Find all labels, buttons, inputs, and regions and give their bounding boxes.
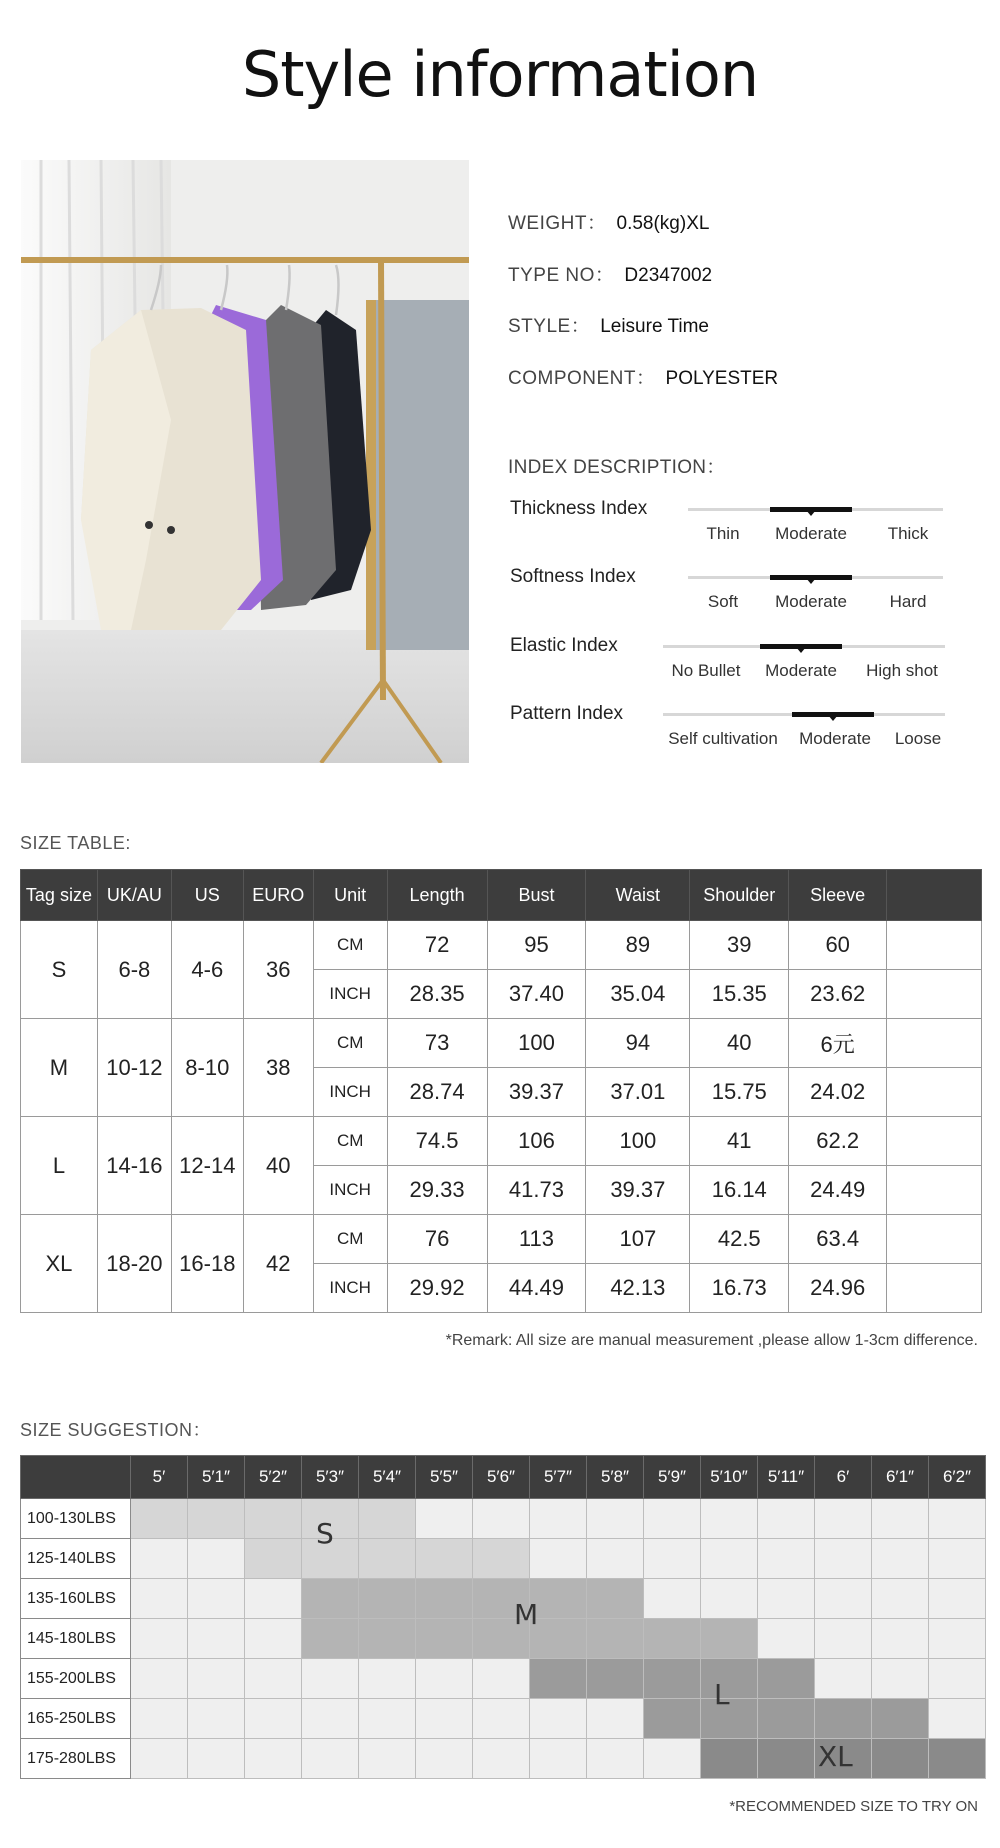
bust-cell: 100 [487, 1019, 586, 1068]
suggestion-cell [929, 1659, 986, 1699]
suggestion-cell [473, 1659, 530, 1699]
size-remark: *Remark: All size are manual measurement ,please allow 1-3cm difference. [445, 1332, 978, 1349]
length-cell: 28.74 [387, 1068, 487, 1117]
height-header: 5′6″ [473, 1456, 530, 1499]
sleeve-cell: 63.4 [789, 1215, 887, 1264]
suggestion-cell [359, 1499, 416, 1539]
suggestion-cell [530, 1699, 587, 1739]
suggestion-cell [644, 1739, 701, 1779]
suggestion-cell [929, 1619, 986, 1659]
index-marker [828, 715, 838, 721]
header-corner [21, 1456, 131, 1499]
tag-size-cell: XL [21, 1215, 98, 1313]
table-row [21, 1117, 982, 1166]
suggestion-cell [530, 1539, 587, 1579]
shoulder-cell: 42.5 [690, 1215, 789, 1264]
suggestion-cell [758, 1739, 815, 1779]
suggestion-cell [872, 1579, 929, 1619]
suggestion-cell [701, 1619, 758, 1659]
suggestion-cell [416, 1499, 473, 1539]
suggestion-cell [587, 1619, 644, 1659]
suggestion-cell [473, 1499, 530, 1539]
weight-label: 145-180LBS [21, 1619, 131, 1659]
suggestion-cell [131, 1739, 188, 1779]
suggestion-cell [872, 1659, 929, 1699]
table-row [21, 1539, 986, 1579]
empty-cell [887, 1019, 982, 1068]
product-photo [21, 160, 469, 763]
suggestion-cell [587, 1739, 644, 1779]
waist-cell: 42.13 [586, 1264, 690, 1313]
empty-cell [887, 921, 982, 970]
sleeve-cell: 24.02 [789, 1068, 887, 1117]
suggestion-cell [644, 1499, 701, 1539]
zone-label-l: L [714, 1678, 730, 1711]
suggestion-cell [473, 1539, 530, 1579]
height-header: 5′10″ [701, 1456, 758, 1499]
height-header: 5′8″ [587, 1456, 644, 1499]
suggestion-cell [815, 1699, 872, 1739]
thickness-index: Thickness Index Thin Moderate Thick [508, 498, 948, 558]
recommend-note: *RECOMMENDED SIZE TO TRY ON [729, 1798, 978, 1815]
height-header: 6′1″ [872, 1456, 929, 1499]
size-table-header [21, 870, 982, 921]
bust-cell: 39.37 [487, 1068, 586, 1117]
bust-cell: 113 [487, 1215, 586, 1264]
bust-cell: 106 [487, 1117, 586, 1166]
suggestion-cell [815, 1499, 872, 1539]
suggestion-cell [188, 1499, 245, 1539]
suggestion-cell [758, 1539, 815, 1579]
suggestion-cell [416, 1619, 473, 1659]
suggestion-cell [302, 1699, 359, 1739]
table-row [21, 1659, 986, 1699]
height-header: 5′11″ [758, 1456, 815, 1499]
suggestion-cell [644, 1619, 701, 1659]
suggestion-cell [929, 1579, 986, 1619]
height-header: 5′1″ [188, 1456, 245, 1499]
table-row [21, 1499, 986, 1539]
weight-label: 125-140LBS [21, 1539, 131, 1579]
suggestion-cell [872, 1499, 929, 1539]
info-weight: WEIGHT： 0.58(kg)XL [508, 213, 710, 234]
suggestion-cell [359, 1619, 416, 1659]
suggestion-cell [758, 1579, 815, 1619]
suggestion-cell [701, 1739, 758, 1779]
uk-au-cell: 18-20 [97, 1215, 171, 1313]
waist-cell: 100 [586, 1117, 690, 1166]
zone-label-m: M [514, 1598, 539, 1631]
suggestion-cell [416, 1659, 473, 1699]
weight-label: 175-280LBS [21, 1739, 131, 1779]
unit-cell: INCH [313, 1264, 387, 1313]
euro-cell: 38 [243, 1019, 313, 1117]
weight-label: 155-200LBS [21, 1659, 131, 1699]
suggestion-cell [245, 1579, 302, 1619]
suggestion-cell [530, 1739, 587, 1779]
header-shoulder: Shoulder [690, 870, 789, 921]
suggestion-cell [587, 1539, 644, 1579]
suggestion-cell [359, 1699, 416, 1739]
suggestion-cell [245, 1739, 302, 1779]
suggestion-cell [815, 1659, 872, 1699]
zone-label-s: S [316, 1517, 334, 1550]
suggestion-cell [131, 1539, 188, 1579]
euro-cell: 36 [243, 921, 313, 1019]
suggestion-cell [872, 1619, 929, 1659]
bust-cell: 44.49 [487, 1264, 586, 1313]
height-header: 5′5″ [416, 1456, 473, 1499]
index-description-heading: INDEX DESCRIPTION： [508, 457, 726, 478]
suggestion-cell [872, 1539, 929, 1579]
sleeve-cell: 62.2 [789, 1117, 887, 1166]
suggestion-cell [644, 1699, 701, 1739]
suggestion-cell [644, 1659, 701, 1699]
length-cell: 76 [387, 1215, 487, 1264]
height-header: 6′2″ [929, 1456, 986, 1499]
info-type-no: TYPE NO： D2347002 [508, 265, 713, 286]
bust-cell: 41.73 [487, 1166, 586, 1215]
header-tag-size: Tag size [21, 870, 98, 921]
pattern-index: Pattern Index Self cultivation Moderate Loose [508, 703, 948, 763]
size-table [20, 869, 982, 1313]
weight-label: 135-160LBS [21, 1579, 131, 1619]
size-suggestion-header [21, 1456, 986, 1499]
length-cell: 29.92 [387, 1264, 487, 1313]
softness-index: Softness Index Soft Moderate Hard [508, 566, 948, 626]
sleeve-cell: 24.96 [789, 1264, 887, 1313]
shoulder-cell: 40 [690, 1019, 789, 1068]
length-cell: 72 [387, 921, 487, 970]
suggestion-cell [758, 1619, 815, 1659]
table-row [21, 921, 982, 970]
suggestion-cell [416, 1539, 473, 1579]
header-length: Length [387, 870, 487, 921]
unit-cell: CM [313, 1019, 387, 1068]
elastic-index: Elastic Index No Bullet Moderate High shot [508, 635, 948, 695]
suggestion-cell [815, 1619, 872, 1659]
shoulder-cell: 16.73 [690, 1264, 789, 1313]
suggestion-cell [416, 1579, 473, 1619]
suggestion-cell [302, 1739, 359, 1779]
us-cell: 16-18 [171, 1215, 243, 1313]
suggestion-cell [359, 1739, 416, 1779]
suggestion-cell [302, 1619, 359, 1659]
zone-label-xl: XL [818, 1740, 853, 1773]
suggestion-cell [188, 1579, 245, 1619]
unit-cell: CM [313, 1215, 387, 1264]
suggestion-cell [359, 1659, 416, 1699]
table-row [21, 1579, 986, 1619]
suggestion-cell [245, 1499, 302, 1539]
empty-cell [887, 1264, 982, 1313]
empty-cell [887, 1068, 982, 1117]
shoulder-cell: 15.75 [690, 1068, 789, 1117]
unit-cell: INCH [313, 1068, 387, 1117]
uk-au-cell: 6-8 [97, 921, 171, 1019]
suggestion-cell [302, 1579, 359, 1619]
shoulder-cell: 39 [690, 921, 789, 970]
suggestion-cell [758, 1659, 815, 1699]
header-waist: Waist [586, 870, 690, 921]
height-header: 5′3″ [302, 1456, 359, 1499]
suggestion-cell [758, 1499, 815, 1539]
waist-cell: 89 [586, 921, 690, 970]
euro-cell: 40 [243, 1117, 313, 1215]
suggestion-cell [473, 1699, 530, 1739]
sleeve-cell: 23.62 [789, 970, 887, 1019]
length-cell: 29.33 [387, 1166, 487, 1215]
suggestion-cell [302, 1659, 359, 1699]
tag-size-cell: M [21, 1019, 98, 1117]
suggestion-cell [245, 1699, 302, 1739]
sleeve-cell: 60 [789, 921, 887, 970]
header-bust: Bust [487, 870, 586, 921]
unit-cell: CM [313, 921, 387, 970]
info-style: STYLE： Leisure Time [508, 316, 709, 337]
suggestion-cell [644, 1579, 701, 1619]
weight-label: 165-250LBS [21, 1699, 131, 1739]
suggestion-cell [701, 1499, 758, 1539]
suggestion-cell [416, 1699, 473, 1739]
suggestion-cell [245, 1539, 302, 1579]
size-suggestion-label: SIZE SUGGESTION： [20, 1420, 212, 1440]
suggestion-cell [359, 1539, 416, 1579]
suggestion-cell [188, 1699, 245, 1739]
size-suggestion-table [20, 1455, 986, 1779]
suggestion-cell [188, 1739, 245, 1779]
suggestion-cell [131, 1499, 188, 1539]
uk-au-cell: 14-16 [97, 1117, 171, 1215]
suggestion-cell [872, 1699, 929, 1739]
header-us: US [171, 870, 243, 921]
empty-cell [887, 1166, 982, 1215]
header-empty [887, 870, 982, 921]
index-marker [806, 578, 816, 584]
size-table-label: SIZE TABLE: [20, 833, 131, 853]
suggestion-cell [929, 1739, 986, 1779]
uk-au-cell: 10-12 [97, 1019, 171, 1117]
waist-cell: 94 [586, 1019, 690, 1068]
table-row [21, 1619, 986, 1659]
suggestion-cell [530, 1659, 587, 1699]
suggestion-cell [587, 1699, 644, 1739]
sleeve-cell: 24.49 [789, 1166, 887, 1215]
shoulder-cell: 16.14 [690, 1166, 789, 1215]
header-euro: EURO [243, 870, 313, 921]
suggestion-cell [188, 1619, 245, 1659]
suggestion-cell [245, 1659, 302, 1699]
height-header: 6′ [815, 1456, 872, 1499]
shoulder-cell: 41 [690, 1117, 789, 1166]
shoulder-cell: 15.35 [690, 970, 789, 1019]
suggestion-cell [815, 1579, 872, 1619]
index-marker [796, 647, 806, 653]
suggestion-cell [473, 1739, 530, 1779]
height-header: 5′2″ [245, 1456, 302, 1499]
weight-label: 100-130LBS [21, 1499, 131, 1539]
suggestion-cell [416, 1739, 473, 1779]
table-row [21, 1215, 982, 1264]
height-header: 5′7″ [530, 1456, 587, 1499]
unit-cell: INCH [313, 970, 387, 1019]
waist-cell: 39.37 [586, 1166, 690, 1215]
suggestion-cell [758, 1699, 815, 1739]
length-cell: 28.35 [387, 970, 487, 1019]
unit-cell: INCH [313, 1166, 387, 1215]
tag-size-cell: S [21, 921, 98, 1019]
suggestion-cell [245, 1619, 302, 1659]
waist-cell: 37.01 [586, 1068, 690, 1117]
suggestion-cell [359, 1579, 416, 1619]
us-cell: 8-10 [171, 1019, 243, 1117]
waist-cell: 35.04 [586, 970, 690, 1019]
suggestion-cell [929, 1539, 986, 1579]
header-unit: Unit [313, 870, 387, 921]
suggestion-cell [815, 1539, 872, 1579]
suggestion-cell [131, 1619, 188, 1659]
table-row [21, 1699, 986, 1739]
suggestion-cell [188, 1659, 245, 1699]
unit-cell: CM [313, 1117, 387, 1166]
waist-cell: 107 [586, 1215, 690, 1264]
header-uk-au: UK/AU [97, 870, 171, 921]
suggestion-cell [188, 1539, 245, 1579]
suggestion-cell [644, 1539, 701, 1579]
euro-cell: 42 [243, 1215, 313, 1313]
sleeve-cell: 6元 [789, 1019, 887, 1068]
tag-size-cell: L [21, 1117, 98, 1215]
info-component: COMPONENT： POLYESTER [508, 368, 779, 389]
suggestion-cell [587, 1499, 644, 1539]
index-marker [806, 510, 816, 516]
length-cell: 73 [387, 1019, 487, 1068]
us-cell: 12-14 [171, 1117, 243, 1215]
table-row [21, 1019, 982, 1068]
height-header: 5′ [131, 1456, 188, 1499]
suggestion-cell [701, 1539, 758, 1579]
header-sleeve: Sleeve [789, 870, 887, 921]
suggestion-cell [587, 1659, 644, 1699]
suggestion-cell [131, 1659, 188, 1699]
suggestion-cell [701, 1579, 758, 1619]
bust-cell: 37.40 [487, 970, 586, 1019]
bust-cell: 95 [487, 921, 586, 970]
empty-cell [887, 1215, 982, 1264]
us-cell: 4-6 [171, 921, 243, 1019]
height-header: 5′4″ [359, 1456, 416, 1499]
length-cell: 74.5 [387, 1117, 487, 1166]
suggestion-cell [131, 1699, 188, 1739]
suggestion-cell [872, 1739, 929, 1779]
suggestion-cell [929, 1499, 986, 1539]
suggestion-cell [929, 1699, 986, 1739]
suggestion-cell [587, 1579, 644, 1619]
height-header: 5′9″ [644, 1456, 701, 1499]
suggestion-cell [530, 1499, 587, 1539]
page-title: Style information [241, 38, 759, 111]
empty-cell [887, 970, 982, 1019]
empty-cell [887, 1117, 982, 1166]
suggestion-cell [131, 1579, 188, 1619]
